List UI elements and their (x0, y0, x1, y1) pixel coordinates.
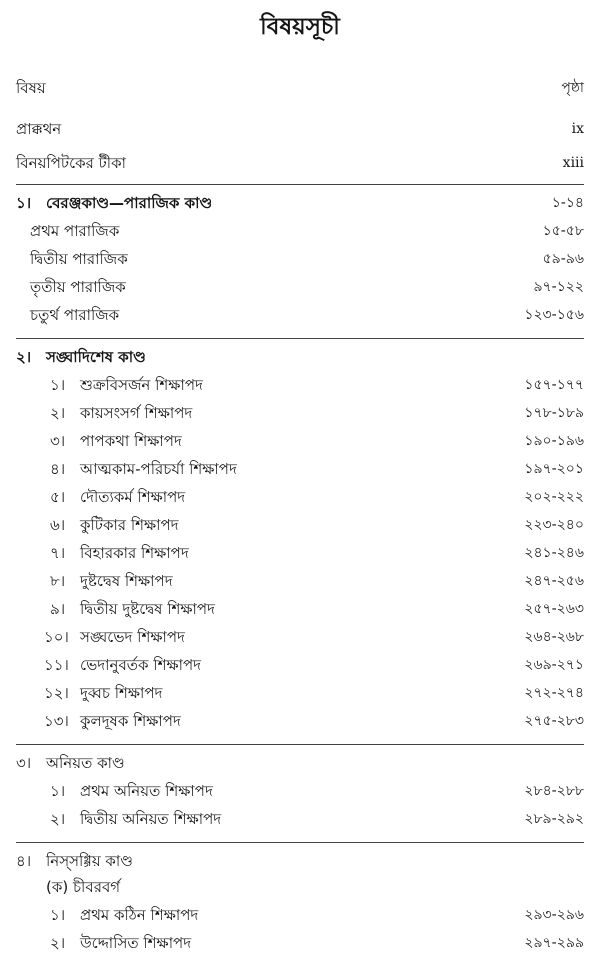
section-divider (16, 744, 584, 745)
toc-page: ২৮৯-২৯২ (524, 811, 584, 827)
subject-heading: বিষয় (16, 79, 46, 97)
toc-page: ২৭২-২৭৪ (524, 685, 584, 701)
toc-page: ২৮৪-২৮৮ (524, 783, 584, 799)
toc-page: ৫৯-৯৬ (542, 251, 584, 267)
toc-page-notes: xiii (562, 155, 584, 171)
toc-page: ১৫-৫৮ (542, 223, 584, 239)
toc-page: ৯৭-১২২ (533, 279, 584, 295)
page-title: বিষয়সূচী (260, 14, 340, 40)
toc-page: ২৪১-২৪৬ (524, 545, 584, 561)
toc-page: ২২৩-২৪০ (524, 517, 584, 533)
toc-page: ২৭৫-২৮৩ (524, 713, 584, 729)
toc-page: ২৬৪-২৬৮ (524, 629, 584, 645)
toc-page: ২৯৭-২৯৯ (524, 935, 584, 951)
toc-page-preface: ix (571, 121, 584, 137)
section-divider (16, 842, 584, 843)
toc-page: ১৫৭-১৭৭ (524, 377, 584, 393)
toc-page: ২৯৩-২৯৬ (524, 907, 584, 923)
toc-page: ১৯৭-২০১ (524, 461, 584, 477)
column-header (16, 75, 584, 101)
section-divider (16, 184, 584, 185)
toc-page: ১-১৪ (551, 195, 584, 211)
toc-page: ১২৩-১৫৬ (524, 307, 584, 323)
page-heading: পৃষ্ঠা (561, 80, 584, 96)
toc-page: ২০২-২২২ (524, 489, 584, 505)
toc-page: ২৫৭-২৬৩ (524, 601, 584, 617)
toc-page: ১৯০-১৯৬ (524, 433, 584, 449)
toc-page: ২৬৯-২৭১ (524, 657, 584, 673)
toc-page: ১৭৮-১৮৯ (524, 405, 584, 421)
section-divider (16, 338, 584, 339)
toc-page: ২৪৭-২৫৬ (524, 573, 584, 589)
